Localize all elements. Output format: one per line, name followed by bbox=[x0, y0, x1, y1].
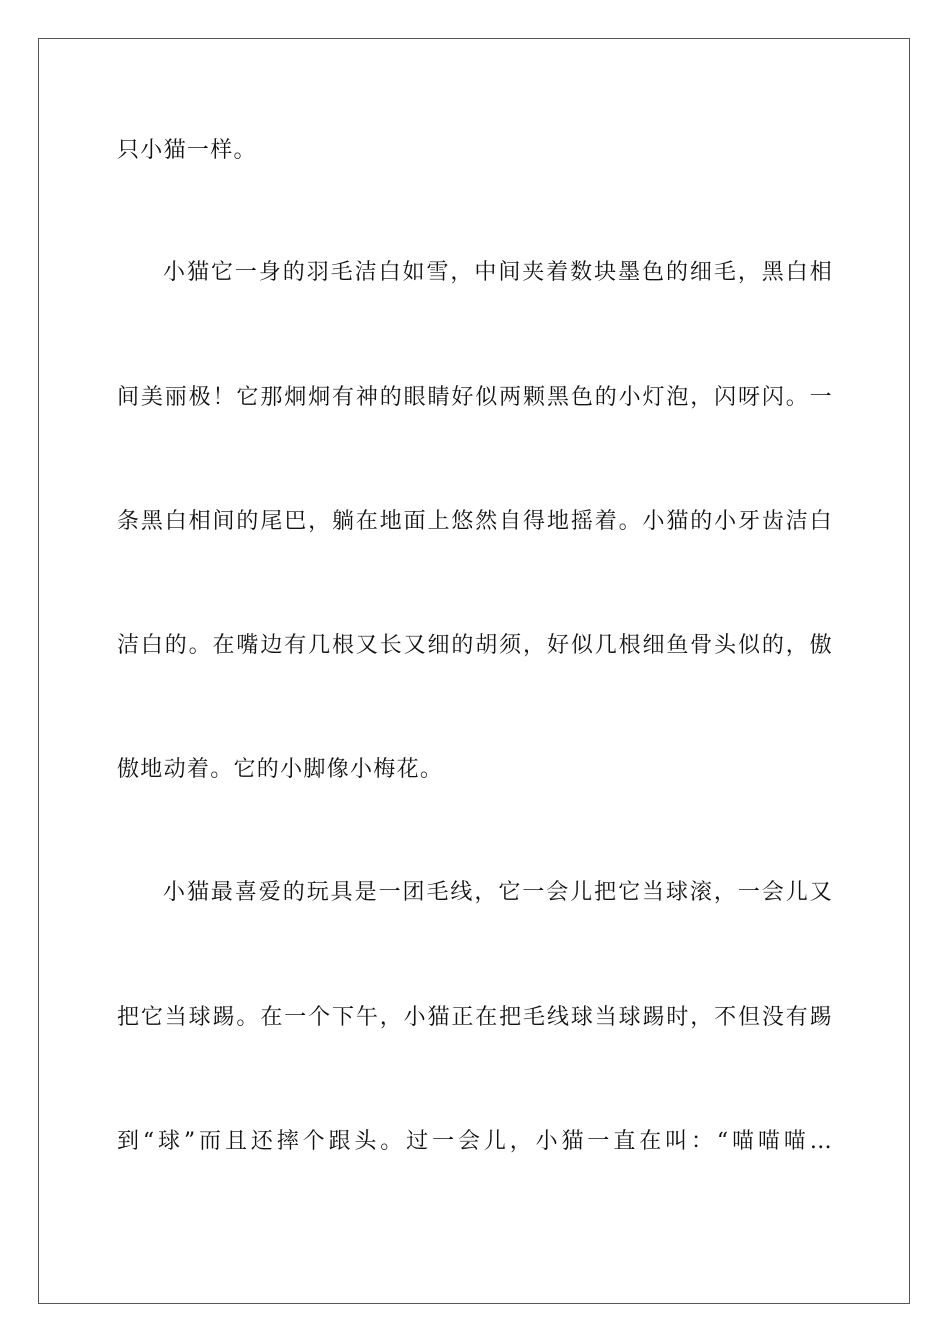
text-line-3: 间美丽极！它那炯炯有神的眼睛好似两颗黑色的小灯泡，闪呀闪。一 bbox=[117, 385, 833, 410]
text-line-6: 傲地动着。它的小脚像小梅花。 bbox=[117, 757, 444, 782]
text-line-2: 小猫它一身的羽毛洁白如雪，中间夹着数块墨色的细毛，黑白相 bbox=[163, 260, 833, 285]
text-line-7: 小猫最喜爱的玩具是一团毛线，它一会儿把它当球滚，一会儿又 bbox=[163, 880, 833, 905]
page-border bbox=[38, 38, 910, 1304]
text-line-5: 洁白的。在嘴边有几根又长又细的胡须，好似几根细鱼骨头似的，傲 bbox=[117, 633, 833, 658]
text-line-8: 把它当球踢。在一个下午，小猫正在把毛线球当球踢时，不但没有踢 bbox=[117, 1005, 833, 1030]
text-line-4: 条黑白相间的尾巴，躺在地面上悠然自得地摇着。小猫的小牙齿洁白 bbox=[117, 509, 833, 534]
text-line-9: 到“球”而且还摔个跟头。过一会儿，小猫一直在叫：“喵喵喵… bbox=[117, 1129, 833, 1154]
text-line-1: 只小猫一样。 bbox=[117, 138, 257, 163]
